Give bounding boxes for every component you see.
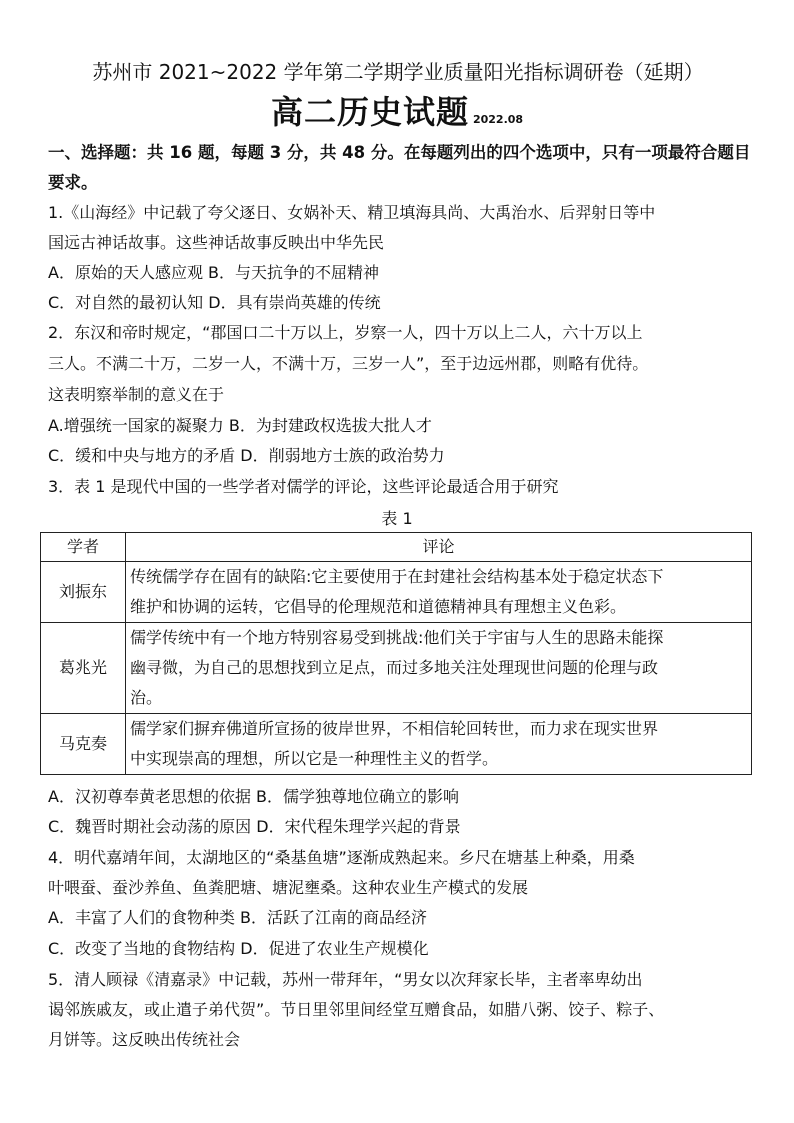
q4-options-line2: C．改变了当地的食物结构 D．促进了农业生产规模化 — [48, 939, 429, 958]
table-row — [41, 714, 752, 775]
table-header-scholar: 学者 — [41, 533, 126, 562]
q2-options-line2: C．缓和中央与地方的矛盾 D．削弱地方士族的政治势力 — [48, 446, 445, 465]
review-line: 治。 — [130, 688, 163, 707]
table-cell-scholar: 刘振东 — [41, 562, 126, 623]
q4-stem-line2: 叶喂蚕、蚕沙养鱼、鱼粪肥塘、塘泥壅桑。这种农业生产模式的发展 — [48, 878, 529, 897]
q4-stem-line1: 4．明代嘉靖年间，太湖地区的“桑基鱼塘”逐渐成熟起来。乡尺在塘基上种桑，用桑 — [48, 848, 635, 867]
section-instructions: 一、选择题：共 16 题，每题 3 分，共 48 分。在每题列出的四个选项中，只有一项最符合题目要求。 — [48, 143, 751, 192]
q2-stem-line2: 三人。不满二十万，二岁一人，不满十万，三岁一人”，至于边远州郡，则略有优待。 — [48, 354, 649, 373]
exam-date: 2022.08 — [472, 113, 524, 126]
q1-stem-line2: 国远古神话故事。这些神话故事反映出中华先民 — [48, 233, 385, 252]
table-row — [41, 562, 752, 623]
table-header-review: 评论 — [126, 533, 752, 562]
q1-stem-line1: 1.《山海经》中记载了夸父逐日、女娲补天、精卫填海具尚、大禹治水、后羿射日等中 — [48, 203, 656, 222]
q3-options-line1: A．汉初尊奉黄老思想的依据 B．儒学独尊地位确立的影响 — [48, 787, 460, 806]
review-line: 中实现崇高的理想，所以它是一种理性主义的哲学。 — [130, 749, 499, 768]
table-header-row — [41, 533, 752, 562]
table-cell-review — [126, 623, 752, 714]
q3-options-line2: C．魏晋时期社会动荡的原因 D．宋代程朱理学兴起的背景 — [48, 817, 461, 836]
q5-stem-line3: 月饼等。这反映出传统社会 — [48, 1030, 241, 1049]
review-line: 传统儒学存在固有的缺陷:它主要使用于在封建社会结构基本处于稳定状态下 — [130, 567, 664, 586]
exam-subtitle: 苏州市 2021~2022 学年第二学期学业质量阳光指标调研卷（延期） — [92, 60, 704, 84]
review-line: 幽寻微，为自己的思想找到立足点，而过多地关注处理现世问题的伦理与政 — [130, 658, 659, 677]
q2-options-line1: A.增强统一国家的凝聚力 B．为封建政权选拔大批人才 — [48, 416, 432, 435]
review-line: 儒学家们摒弃佛道所宣扬的彼岸世界，不相信轮回转世，而力求在现实世界 — [130, 719, 659, 738]
exam-title: 高二历史试题 — [270, 93, 469, 131]
q5-stem-line1: 5．清人顾禄《清嘉录》中记载，苏州一带拜年，“男女以次拜家长毕，主者率卑幼出 — [48, 970, 643, 989]
table-cell-scholar: 葛兆光 — [41, 623, 126, 714]
q4-options-line1: A．丰富了人们的食物种类 B．活跃了江南的商品经济 — [48, 908, 428, 927]
table-caption: 表 1 — [381, 509, 413, 528]
q5-stem-line2: 谒邻族戚友，或止遣子弟代贺”。节日里邻里间经堂互赠食品，如腊八粥、饺子、粽子、 — [48, 1000, 665, 1019]
review-line: 儒学传统中有一个地方特别容易受到挑战:他们关于宇宙与人生的思路未能探 — [130, 628, 664, 647]
table-cell-scholar: 马克奏 — [41, 714, 126, 775]
table-cell-review — [126, 562, 752, 623]
table-cell-review — [126, 714, 752, 775]
review-line: 维护和协调的运转，它倡导的伦理规范和道德精神具有理想主义色彩。 — [130, 597, 627, 616]
table-row — [41, 623, 752, 714]
exam-title-row — [0, 92, 794, 132]
q3-stem-line1: 3．表 1 是现代中国的一些学者对儒学的评论，这些评论最适合用于研究 — [48, 477, 559, 496]
q1-options-line1: A．原始的天人感应观 B．与天抗争的不屈精神 — [48, 263, 380, 282]
scholar-review-table — [40, 532, 752, 775]
q2-stem-line1: 2．东汉和帝时规定，“郡国口二十万以上，岁察一人，四十万以上二人，六十万以上 — [48, 323, 643, 342]
q1-options-line2: C．对自然的最初认知 D．具有崇尚英雄的传统 — [48, 293, 381, 312]
q2-stem-line3: 这表明察举制的意义在于 — [48, 385, 225, 404]
